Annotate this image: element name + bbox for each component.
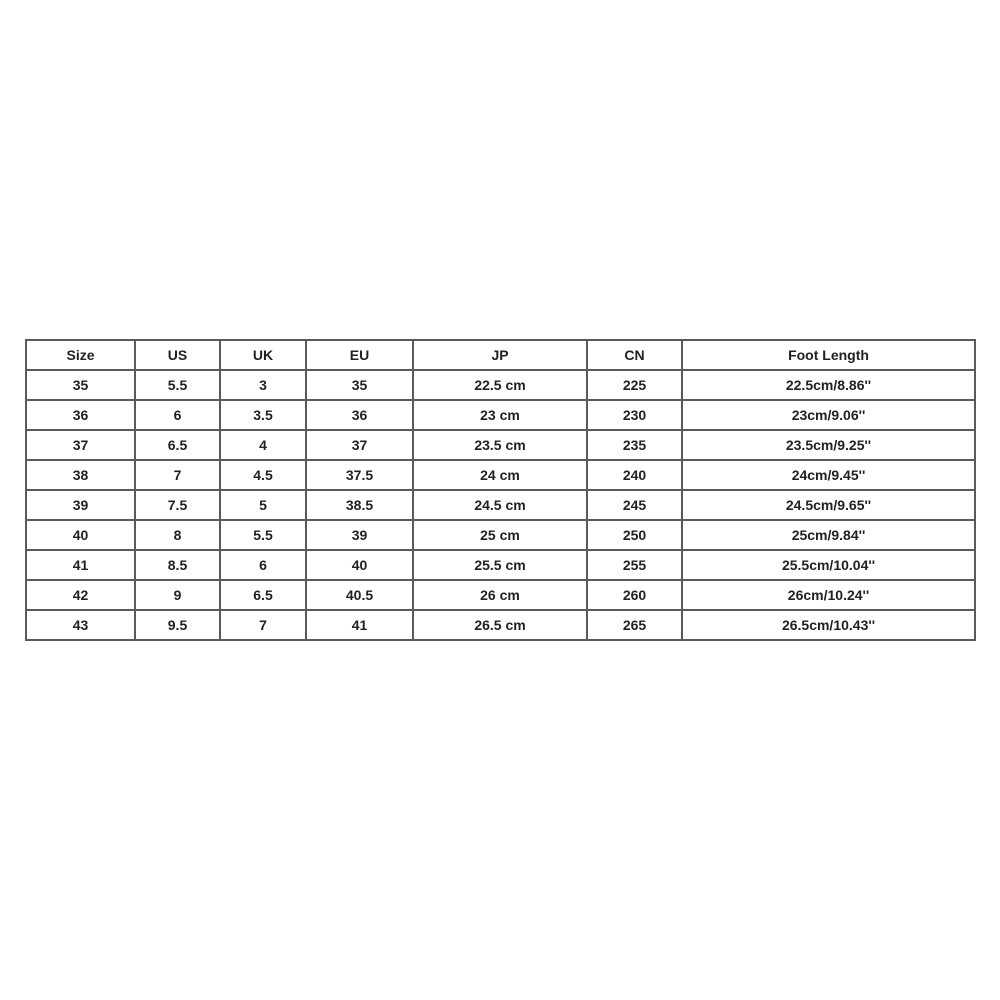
cell-uk: 6.5	[220, 580, 306, 610]
cell-size: 37	[26, 430, 135, 460]
cell-uk: 5	[220, 490, 306, 520]
cell-size: 43	[26, 610, 135, 640]
size-chart-table	[25, 339, 976, 641]
cell-jp: 25.5 cm	[413, 550, 587, 580]
cell-uk: 7	[220, 610, 306, 640]
cell-us: 6.5	[135, 430, 220, 460]
cell-jp: 26 cm	[413, 580, 587, 610]
cell-foot-length: 25.5cm/10.04''	[682, 550, 975, 580]
cell-foot-length: 26.5cm/10.43''	[682, 610, 975, 640]
cell-eu: 36	[306, 400, 413, 430]
cell-us: 5.5	[135, 370, 220, 400]
cell-cn: 255	[587, 550, 682, 580]
cell-cn: 225	[587, 370, 682, 400]
cell-eu: 40	[306, 550, 413, 580]
cell-size: 35	[26, 370, 135, 400]
cell-foot-length: 24.5cm/9.65''	[682, 490, 975, 520]
cell-foot-length: 23cm/9.06''	[682, 400, 975, 430]
table-row	[26, 490, 975, 520]
cell-size: 36	[26, 400, 135, 430]
cell-jp: 26.5 cm	[413, 610, 587, 640]
cell-cn: 260	[587, 580, 682, 610]
cell-size: 38	[26, 460, 135, 490]
cell-jp: 24.5 cm	[413, 490, 587, 520]
cell-uk: 4.5	[220, 460, 306, 490]
cell-cn: 230	[587, 400, 682, 430]
cell-eu: 41	[306, 610, 413, 640]
header-eu: EU	[306, 340, 413, 370]
cell-size: 41	[26, 550, 135, 580]
cell-eu: 38.5	[306, 490, 413, 520]
cell-size: 42	[26, 580, 135, 610]
table-row	[26, 550, 975, 580]
header-foot-length: Foot Length	[682, 340, 975, 370]
cell-foot-length: 25cm/9.84''	[682, 520, 975, 550]
cell-us: 8	[135, 520, 220, 550]
cell-eu: 39	[306, 520, 413, 550]
cell-uk: 6	[220, 550, 306, 580]
cell-uk: 4	[220, 430, 306, 460]
cell-jp: 23 cm	[413, 400, 587, 430]
header-uk: UK	[220, 340, 306, 370]
cell-uk: 5.5	[220, 520, 306, 550]
cell-eu: 35	[306, 370, 413, 400]
table-row	[26, 610, 975, 640]
cell-us: 8.5	[135, 550, 220, 580]
cell-us: 9.5	[135, 610, 220, 640]
cell-foot-length: 23.5cm/9.25''	[682, 430, 975, 460]
cell-uk: 3	[220, 370, 306, 400]
cell-us: 9	[135, 580, 220, 610]
table-row	[26, 400, 975, 430]
cell-cn: 245	[587, 490, 682, 520]
cell-us: 6	[135, 400, 220, 430]
cell-cn: 265	[587, 610, 682, 640]
table-row	[26, 430, 975, 460]
cell-foot-length: 26cm/10.24''	[682, 580, 975, 610]
cell-eu: 37.5	[306, 460, 413, 490]
header-cn: CN	[587, 340, 682, 370]
table-row	[26, 520, 975, 550]
cell-size: 40	[26, 520, 135, 550]
cell-jp: 23.5 cm	[413, 430, 587, 460]
cell-eu: 40.5	[306, 580, 413, 610]
cell-cn: 240	[587, 460, 682, 490]
cell-us: 7	[135, 460, 220, 490]
cell-jp: 24 cm	[413, 460, 587, 490]
header-us: US	[135, 340, 220, 370]
cell-uk: 3.5	[220, 400, 306, 430]
header-size: Size	[26, 340, 135, 370]
cell-cn: 250	[587, 520, 682, 550]
cell-jp: 22.5 cm	[413, 370, 587, 400]
header-jp: JP	[413, 340, 587, 370]
cell-eu: 37	[306, 430, 413, 460]
table-row	[26, 580, 975, 610]
cell-foot-length: 24cm/9.45''	[682, 460, 975, 490]
table-row	[26, 460, 975, 490]
cell-us: 7.5	[135, 490, 220, 520]
table-row	[26, 370, 975, 400]
cell-size: 39	[26, 490, 135, 520]
header-row	[26, 340, 975, 370]
cell-cn: 235	[587, 430, 682, 460]
cell-foot-length: 22.5cm/8.86''	[682, 370, 975, 400]
cell-jp: 25 cm	[413, 520, 587, 550]
